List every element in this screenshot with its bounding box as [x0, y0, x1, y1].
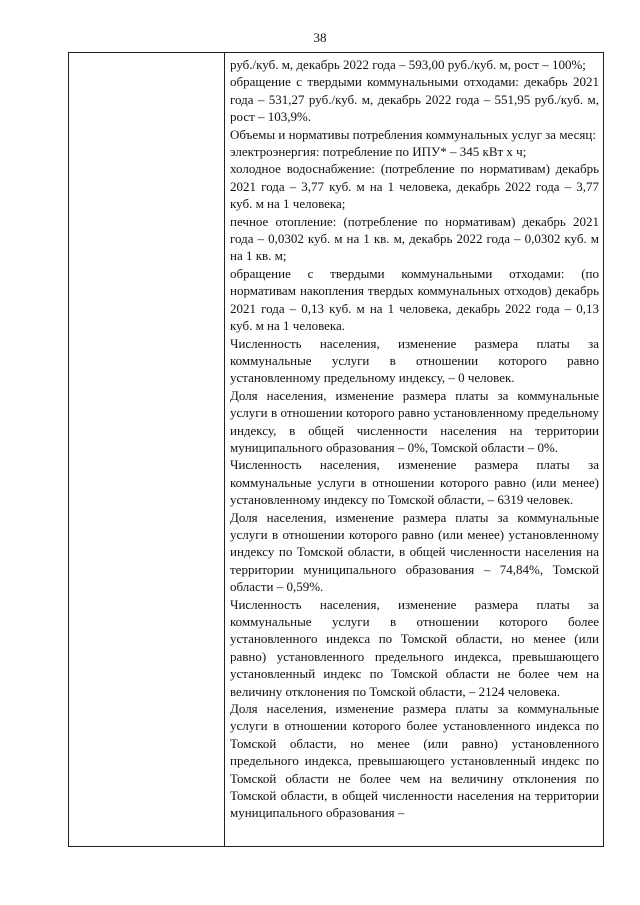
paragraph: Доля населения, изменение размера платы за коммунальные услуги в отношении которого равно установленному предельному индексу, в общей численности населения на территории муниципального образования – 0%, Томской области – 0%.: [230, 387, 599, 455]
text-cell: [225, 53, 604, 847]
paragraph: Объемы и нормативы потребления коммунальных услуг за месяц:: [230, 126, 596, 142]
content-table: [68, 52, 604, 847]
page-number: 38: [313, 30, 327, 45]
paragraph: электроэнергия: потребление по ИПУ* – 345 кВт х ч;: [230, 144, 527, 160]
paragraph: Численность населения, изменение размера платы за коммунальные услуги в отношении которого более установленного индекса по Томской области, но менее (или равно) установленного предельного индекса, превышающего установленный индекс по Томской области не более чем на величину отклонения по Томской области, – 2124 человека.: [230, 596, 599, 699]
paragraph: Численность населения, изменение размера платы за коммунальные услуги в отношении которого равно (или менее) установленному индексу по Томской области, – 6319 человек.: [230, 457, 599, 508]
paragraph: обращение с твердыми коммунальными отходами: декабрь 2021 года – 531,27 руб./куб. м, декабрь 2022 года – 551,95 руб./куб. м, рост – 103,9%.: [230, 74, 599, 125]
paragraph: обращение с твердыми коммунальными отходами: (по нормативам накопления твердых коммунальных отходов) декабрь 2021 года – 0,13 куб. м на 1 человека, декабрь 2022 года – 0,13 куб. м на 1 человека.: [230, 265, 599, 334]
paragraph: печное отопление: (потребление по нормативам) декабрь 2021 года – 0,0302 куб. м на 1 кв. м, декабрь 2022 года – 0,0302 куб. м на 1 кв. м;: [230, 213, 599, 264]
paragraph: Численность населения, изменение размера платы за коммунальные услуги в отношении которого равно установленному предельному индексу, – 0 человек.: [230, 335, 599, 386]
paragraph: Доля населения, изменение размера платы за коммунальные услуги в отношении которого равно (или менее) установленному индексу по Томской области, в общей численности населения на территории муниципального образования – 74,84%, Томской области – 0,59%.: [230, 509, 599, 595]
paragraph: руб./куб. м, декабрь 2022 года – 593,00 руб./куб. м, рост – 100%;: [230, 57, 586, 72]
left-empty-cell: [69, 53, 225, 847]
table-row: [69, 53, 604, 847]
paragraph: Доля населения, изменение размера платы за коммунальные услуги в отношении которого более установленного индекса по Томской области, но менее (или равно) установленного предельного индекса, превышающего установленный индекс по Томской области не более чем на величину отклонения по Томской области, в общей численности населения на территории муниципального образования –: [230, 701, 599, 821]
paragraph: холодное водоснабжение: (потребление по нормативам) декабрь 2021 года – 3,77 куб. м на 1 человека, декабрь 2022 года – 3,77 куб. м на 1 человека;: [230, 161, 599, 212]
